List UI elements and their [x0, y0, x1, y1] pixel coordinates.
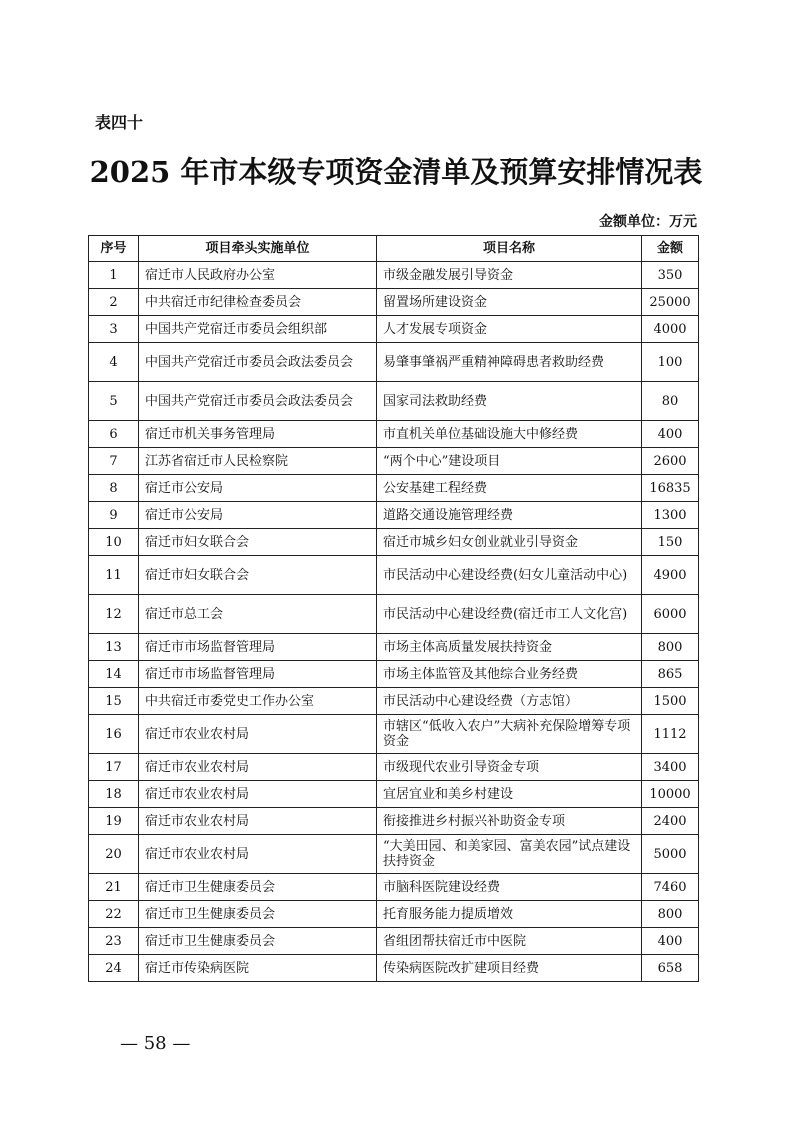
cell-no: 4	[89, 343, 139, 382]
page-label: 表四十	[95, 113, 144, 132]
cell-amount: 80	[642, 382, 699, 421]
table-row	[89, 475, 699, 502]
header-project-name: 项目名称	[377, 236, 642, 262]
table-row	[89, 289, 699, 316]
cell-amount: 150	[642, 529, 699, 556]
cell-amount: 2400	[642, 808, 699, 835]
cell-project-name: “大美田园、和美家园、富美农园”试点建设扶持资金	[377, 835, 642, 874]
cell-unit: 宿迁市农业农村局	[139, 835, 377, 874]
cell-no: 20	[89, 835, 139, 874]
table-row	[89, 343, 699, 382]
cell-unit: 宿迁市卫生健康委员会	[139, 901, 377, 928]
cell-no: 17	[89, 754, 139, 781]
cell-project-name: 宿迁市城乡妇女创业就业引导资金	[377, 529, 642, 556]
cell-unit: 宿迁市公安局	[139, 502, 377, 529]
cell-project-name: 市级现代农业引导资金专项	[377, 754, 642, 781]
cell-no: 21	[89, 874, 139, 901]
cell-project-name: 公安基建工程经费	[377, 475, 642, 502]
cell-no: 8	[89, 475, 139, 502]
cell-project-name: 传染病医院改扩建项目经费	[377, 955, 642, 982]
cell-no: 13	[89, 634, 139, 661]
cell-amount: 800	[642, 634, 699, 661]
cell-no: 10	[89, 529, 139, 556]
cell-project-name: 市直机关单位基础设施大中修经费	[377, 421, 642, 448]
cell-amount: 400	[642, 421, 699, 448]
cell-unit: 宿迁市农业农村局	[139, 808, 377, 835]
table-row	[89, 529, 699, 556]
cell-no: 1	[89, 262, 139, 289]
cell-project-name: 托育服务能力提质增效	[377, 901, 642, 928]
cell-amount: 4900	[642, 556, 699, 595]
table-row	[89, 835, 699, 874]
cell-no: 2	[89, 289, 139, 316]
table-row	[89, 502, 699, 529]
table-header-row	[89, 236, 699, 262]
table-row	[89, 556, 699, 595]
cell-amount: 25000	[642, 289, 699, 316]
cell-project-name: 国家司法救助经费	[377, 382, 642, 421]
cell-amount: 7460	[642, 874, 699, 901]
cell-amount: 800	[642, 901, 699, 928]
cell-no: 14	[89, 661, 139, 688]
amount-unit-note: 金额单位：万元	[599, 214, 697, 230]
cell-unit: 宿迁市市场监督管理局	[139, 634, 377, 661]
cell-no: 9	[89, 502, 139, 529]
table-row	[89, 754, 699, 781]
cell-amount: 2600	[642, 448, 699, 475]
cell-project-name: 市民活动中心建设经费(妇女儿童活动中心)	[377, 556, 642, 595]
table-row	[89, 715, 699, 754]
cell-amount: 350	[642, 262, 699, 289]
cell-unit: 宿迁市农业农村局	[139, 781, 377, 808]
cell-unit: 宿迁市农业农村局	[139, 754, 377, 781]
header-no: 序号	[89, 236, 139, 262]
cell-unit: 中共宿迁市委党史工作办公室	[139, 688, 377, 715]
cell-no: 24	[89, 955, 139, 982]
cell-project-name: 宜居宜业和美乡村建设	[377, 781, 642, 808]
table-row	[89, 688, 699, 715]
table-row	[89, 634, 699, 661]
cell-unit: 江苏省宿迁市人民检察院	[139, 448, 377, 475]
cell-no: 3	[89, 316, 139, 343]
cell-project-name: 市民活动中心建设经费(宿迁市工人文化宫)	[377, 595, 642, 634]
cell-amount: 100	[642, 343, 699, 382]
cell-amount: 10000	[642, 781, 699, 808]
cell-amount: 5000	[642, 835, 699, 874]
cell-no: 12	[89, 595, 139, 634]
cell-unit: 宿迁市总工会	[139, 595, 377, 634]
header-unit: 项目牵头实施单位	[139, 236, 377, 262]
table-row	[89, 661, 699, 688]
header-amount: 金额	[642, 236, 699, 262]
cell-no: 18	[89, 781, 139, 808]
cell-unit: 宿迁市卫生健康委员会	[139, 874, 377, 901]
cell-amount: 3400	[642, 754, 699, 781]
cell-amount: 400	[642, 928, 699, 955]
cell-amount: 1300	[642, 502, 699, 529]
table-row	[89, 901, 699, 928]
cell-unit: 宿迁市妇女联合会	[139, 556, 377, 595]
table-row	[89, 448, 699, 475]
cell-amount: 865	[642, 661, 699, 688]
cell-unit: 宿迁市卫生健康委员会	[139, 928, 377, 955]
cell-unit: 宿迁市公安局	[139, 475, 377, 502]
document-title: 2025 年市本级专项资金清单及预算安排情况表	[89, 155, 703, 189]
cell-no: 11	[89, 556, 139, 595]
table-row	[89, 421, 699, 448]
table-row	[89, 955, 699, 982]
table-row	[89, 808, 699, 835]
cell-no: 6	[89, 421, 139, 448]
table-row	[89, 874, 699, 901]
cell-unit: 宿迁市妇女联合会	[139, 529, 377, 556]
table-row	[89, 316, 699, 343]
cell-project-name: 易肇事肇祸严重精神障碍患者救助经费	[377, 343, 642, 382]
cell-project-name: 市级金融发展引导资金	[377, 262, 642, 289]
cell-project-name: 市脑科医院建设经费	[377, 874, 642, 901]
cell-unit: 中国共产党宿迁市委员会政法委员会	[139, 343, 377, 382]
cell-amount: 6000	[642, 595, 699, 634]
cell-unit: 宿迁市市场监督管理局	[139, 661, 377, 688]
cell-project-name: 市场主体监管及其他综合业务经费	[377, 661, 642, 688]
cell-project-name: 道路交通设施管理经费	[377, 502, 642, 529]
cell-project-name: “两个中心”建设项目	[377, 448, 642, 475]
table-row	[89, 928, 699, 955]
table-row	[89, 595, 699, 634]
budget-table	[88, 235, 699, 982]
cell-project-name: 人才发展专项资金	[377, 316, 642, 343]
cell-project-name: 市辖区“低收入农户”大病补充保险增筹专项资金	[377, 715, 642, 754]
cell-no: 19	[89, 808, 139, 835]
cell-unit: 中国共产党宿迁市委员会政法委员会	[139, 382, 377, 421]
cell-project-name: 省组团帮扶宿迁市中医院	[377, 928, 642, 955]
cell-unit: 中国共产党宿迁市委员会组织部	[139, 316, 377, 343]
table-row	[89, 262, 699, 289]
cell-unit: 宿迁市传染病医院	[139, 955, 377, 982]
cell-project-name: 市民活动中心建设经费（方志馆）	[377, 688, 642, 715]
cell-no: 15	[89, 688, 139, 715]
cell-unit: 宿迁市农业农村局	[139, 715, 377, 754]
cell-no: 5	[89, 382, 139, 421]
cell-unit: 宿迁市机关事务管理局	[139, 421, 377, 448]
cell-amount: 16835	[642, 475, 699, 502]
cell-unit: 中共宿迁市纪律检查委员会	[139, 289, 377, 316]
cell-project-name: 衔接推进乡村振兴补助资金专项	[377, 808, 642, 835]
cell-amount: 1500	[642, 688, 699, 715]
cell-project-name: 留置场所建设资金	[377, 289, 642, 316]
cell-no: 7	[89, 448, 139, 475]
cell-project-name: 市场主体高质量发展扶持资金	[377, 634, 642, 661]
page-number: — 58 —	[120, 1033, 191, 1054]
cell-no: 22	[89, 901, 139, 928]
cell-unit: 宿迁市人民政府办公室	[139, 262, 377, 289]
cell-amount: 658	[642, 955, 699, 982]
cell-amount: 4000	[642, 316, 699, 343]
cell-no: 16	[89, 715, 139, 754]
cell-amount: 1112	[642, 715, 699, 754]
table-row	[89, 781, 699, 808]
table-row	[89, 382, 699, 421]
cell-no: 23	[89, 928, 139, 955]
